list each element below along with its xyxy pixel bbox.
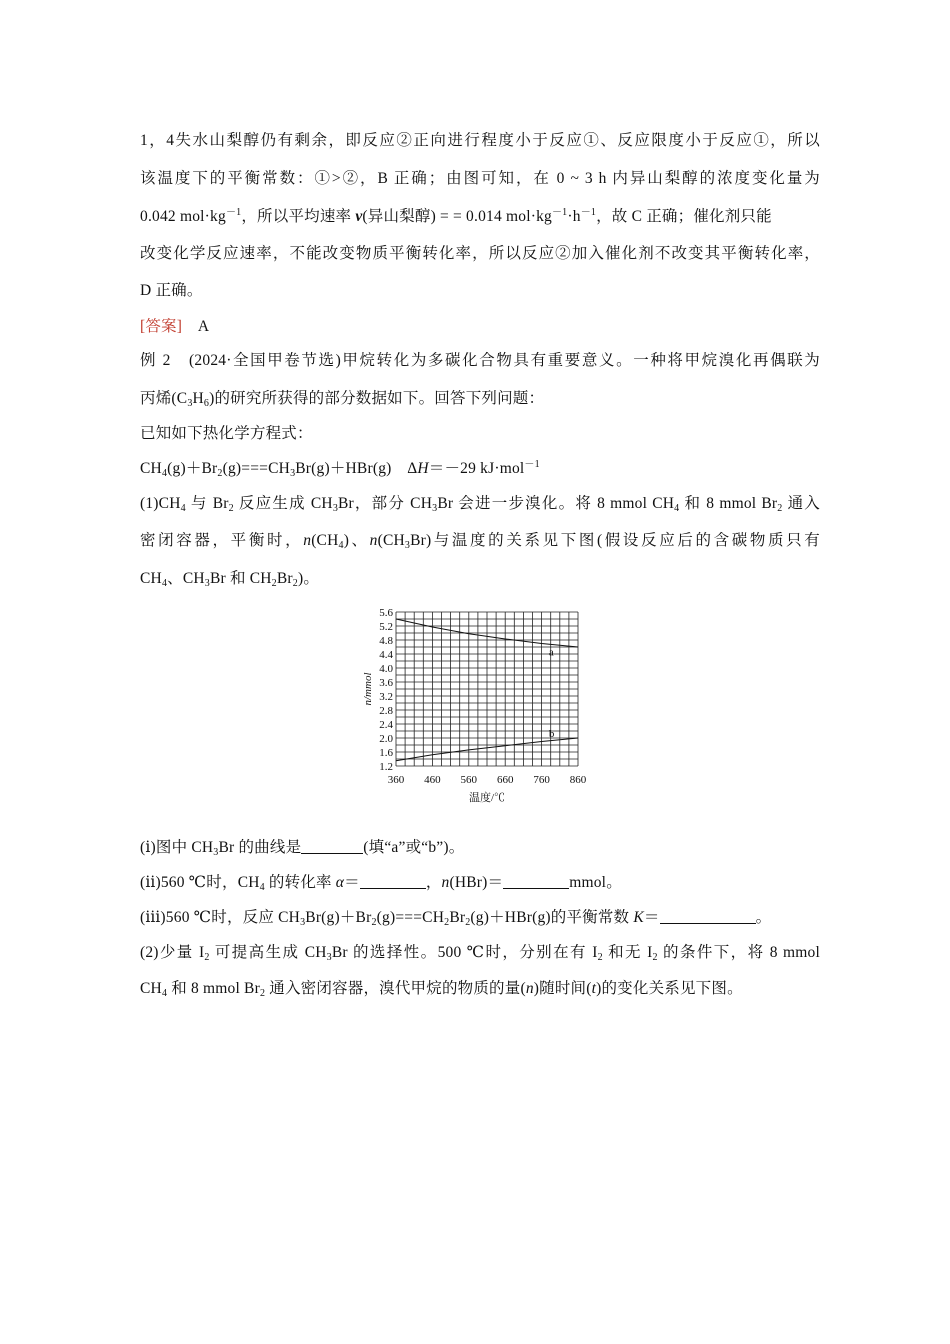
- y-tick-label: 4.0: [379, 663, 393, 675]
- equation-line: $CH_4(g)+Br_2(g)===CH_3Br(g)+HBr(g)$ ΔH＝－29 kJ·mol$^{-1}$: [140, 459, 540, 479]
- y-tick-label: 1.2: [379, 761, 393, 773]
- para-line-5: D 正确。: [140, 282, 203, 299]
- x-tick-label: 560: [460, 774, 478, 786]
- temperature-chart: [360, 600, 600, 810]
- x-tick-label: 760: [533, 774, 550, 786]
- y-tick-label: 2.0: [379, 733, 393, 745]
- question-i: (ⅰ)图中 $CH_3Br$ 的曲线是 (填“a”或“b”)。: [140, 839, 465, 858]
- para-line-2: 该温度下的平衡常数：①>②，B 正确；由图可知，在 0 ~ 3 h 内异山梨醇的浓度变化量为: [140, 170, 820, 187]
- example-line-2: 丙烯$(C_3H_6)$的研究所获得的部分数据如下。回答下列问题：: [140, 390, 545, 409]
- y-tick-label: 3.6: [379, 677, 393, 689]
- answer-value: A: [197, 318, 210, 335]
- example-line-1: 例 2 (2024·全国甲卷节选)甲烷转化为多碳化合物具有重要意义。一种将甲烷溴化再偶联为: [140, 352, 820, 369]
- question-iii: (ⅲ)560 ℃时，反应 $CH_3Br(g)+Br_2(g)===CH_2Br_2(g)+HBr(g)$的平衡常数 K＝ 。: [140, 909, 772, 928]
- answer-blank-iii[interactable]: [660, 909, 756, 924]
- y-tick-label: 4.4: [379, 649, 393, 661]
- question-2-line-1: (2)少量 $I_2$ 可提高生成 $CH_3Br$ 的选择性。500 ℃时，分别在有 $I_2$ 和无 $I_2$ 的条件下，将 8 mmol: [140, 944, 820, 963]
- x-axis-label: 温度/℃: [468, 792, 506, 804]
- y-tick-label: 4.8: [379, 635, 393, 647]
- x-tick-label: 360: [387, 774, 405, 786]
- y-tick-label: 2.8: [379, 705, 393, 717]
- answer-blank-ii-hbr[interactable]: [503, 874, 569, 889]
- y-axis-label: n/mmol: [362, 672, 374, 706]
- example-line-3: 已知如下热化学方程式：: [140, 425, 313, 442]
- y-tick-label: 5.2: [379, 621, 393, 633]
- question-1-line-1: $(1)CH_4$ 与 $Br_2$ 反应生成 $CH_3Br$，部分 $CH_3Br$ 会进一步溴化。将 8 mmol $CH_4$ 和 8 mmol $Br_2$ 通入: [140, 495, 820, 514]
- y-tick-label: 5.6: [379, 607, 393, 619]
- answer-line: [140, 314, 209, 336]
- y-tick-label: 1.6: [379, 747, 393, 759]
- series-label-b: b: [548, 727, 555, 740]
- answer-blank-i[interactable]: [301, 839, 363, 854]
- answer-label: [答案]: [140, 318, 183, 335]
- series-label-a: a: [548, 646, 554, 659]
- para-line-3: 0.042 $mol\cdot kg^{-1}$，所以平均速率 v(异山梨醇) = = 0.014 $mol\cdot kg^{-1}\cdot h^{-1}$，故 C 正确；催化剂只能: [140, 207, 772, 225]
- question-1-line-3: $CH_4$、$CH_3Br$ 和 $CH_2Br_2$)。: [140, 570, 320, 589]
- question-2-line-2: $CH_4$ 和 8 mmol $Br_2$ 通入密闭容器，溴代甲烷的物质的量(n)随时间(t)的变化关系见下图。: [140, 980, 743, 999]
- answer-blank-ii-conversion[interactable]: [360, 874, 426, 889]
- question-ii: (ⅱ)560 ℃时，$CH_4$ 的转化率 α＝ ，n(HBr)＝ mmol。: [140, 874, 622, 893]
- x-tick-label: 660: [496, 774, 514, 786]
- para-line-1: 1，4失水山梨醇仍有剩余，即反应②正向进行程度小于反应①、反应限度小于反应①，所以: [140, 132, 820, 149]
- y-tick-label: 2.4: [379, 719, 393, 731]
- x-tick-label: 460: [424, 774, 441, 786]
- question-1-line-2: 密闭容器，平衡时，$n(CH_4)$、$n(CH_3Br)$与温度的关系见下图(假设反应后的含碳物质只有: [140, 532, 820, 551]
- x-tick-label: 860: [569, 774, 587, 786]
- para-line-4: 改变化学反应速率，不能改变物质平衡转化率，所以反应②加入催化剂不改变其平衡转化率，: [140, 245, 820, 262]
- y-tick-label: 3.2: [379, 691, 393, 703]
